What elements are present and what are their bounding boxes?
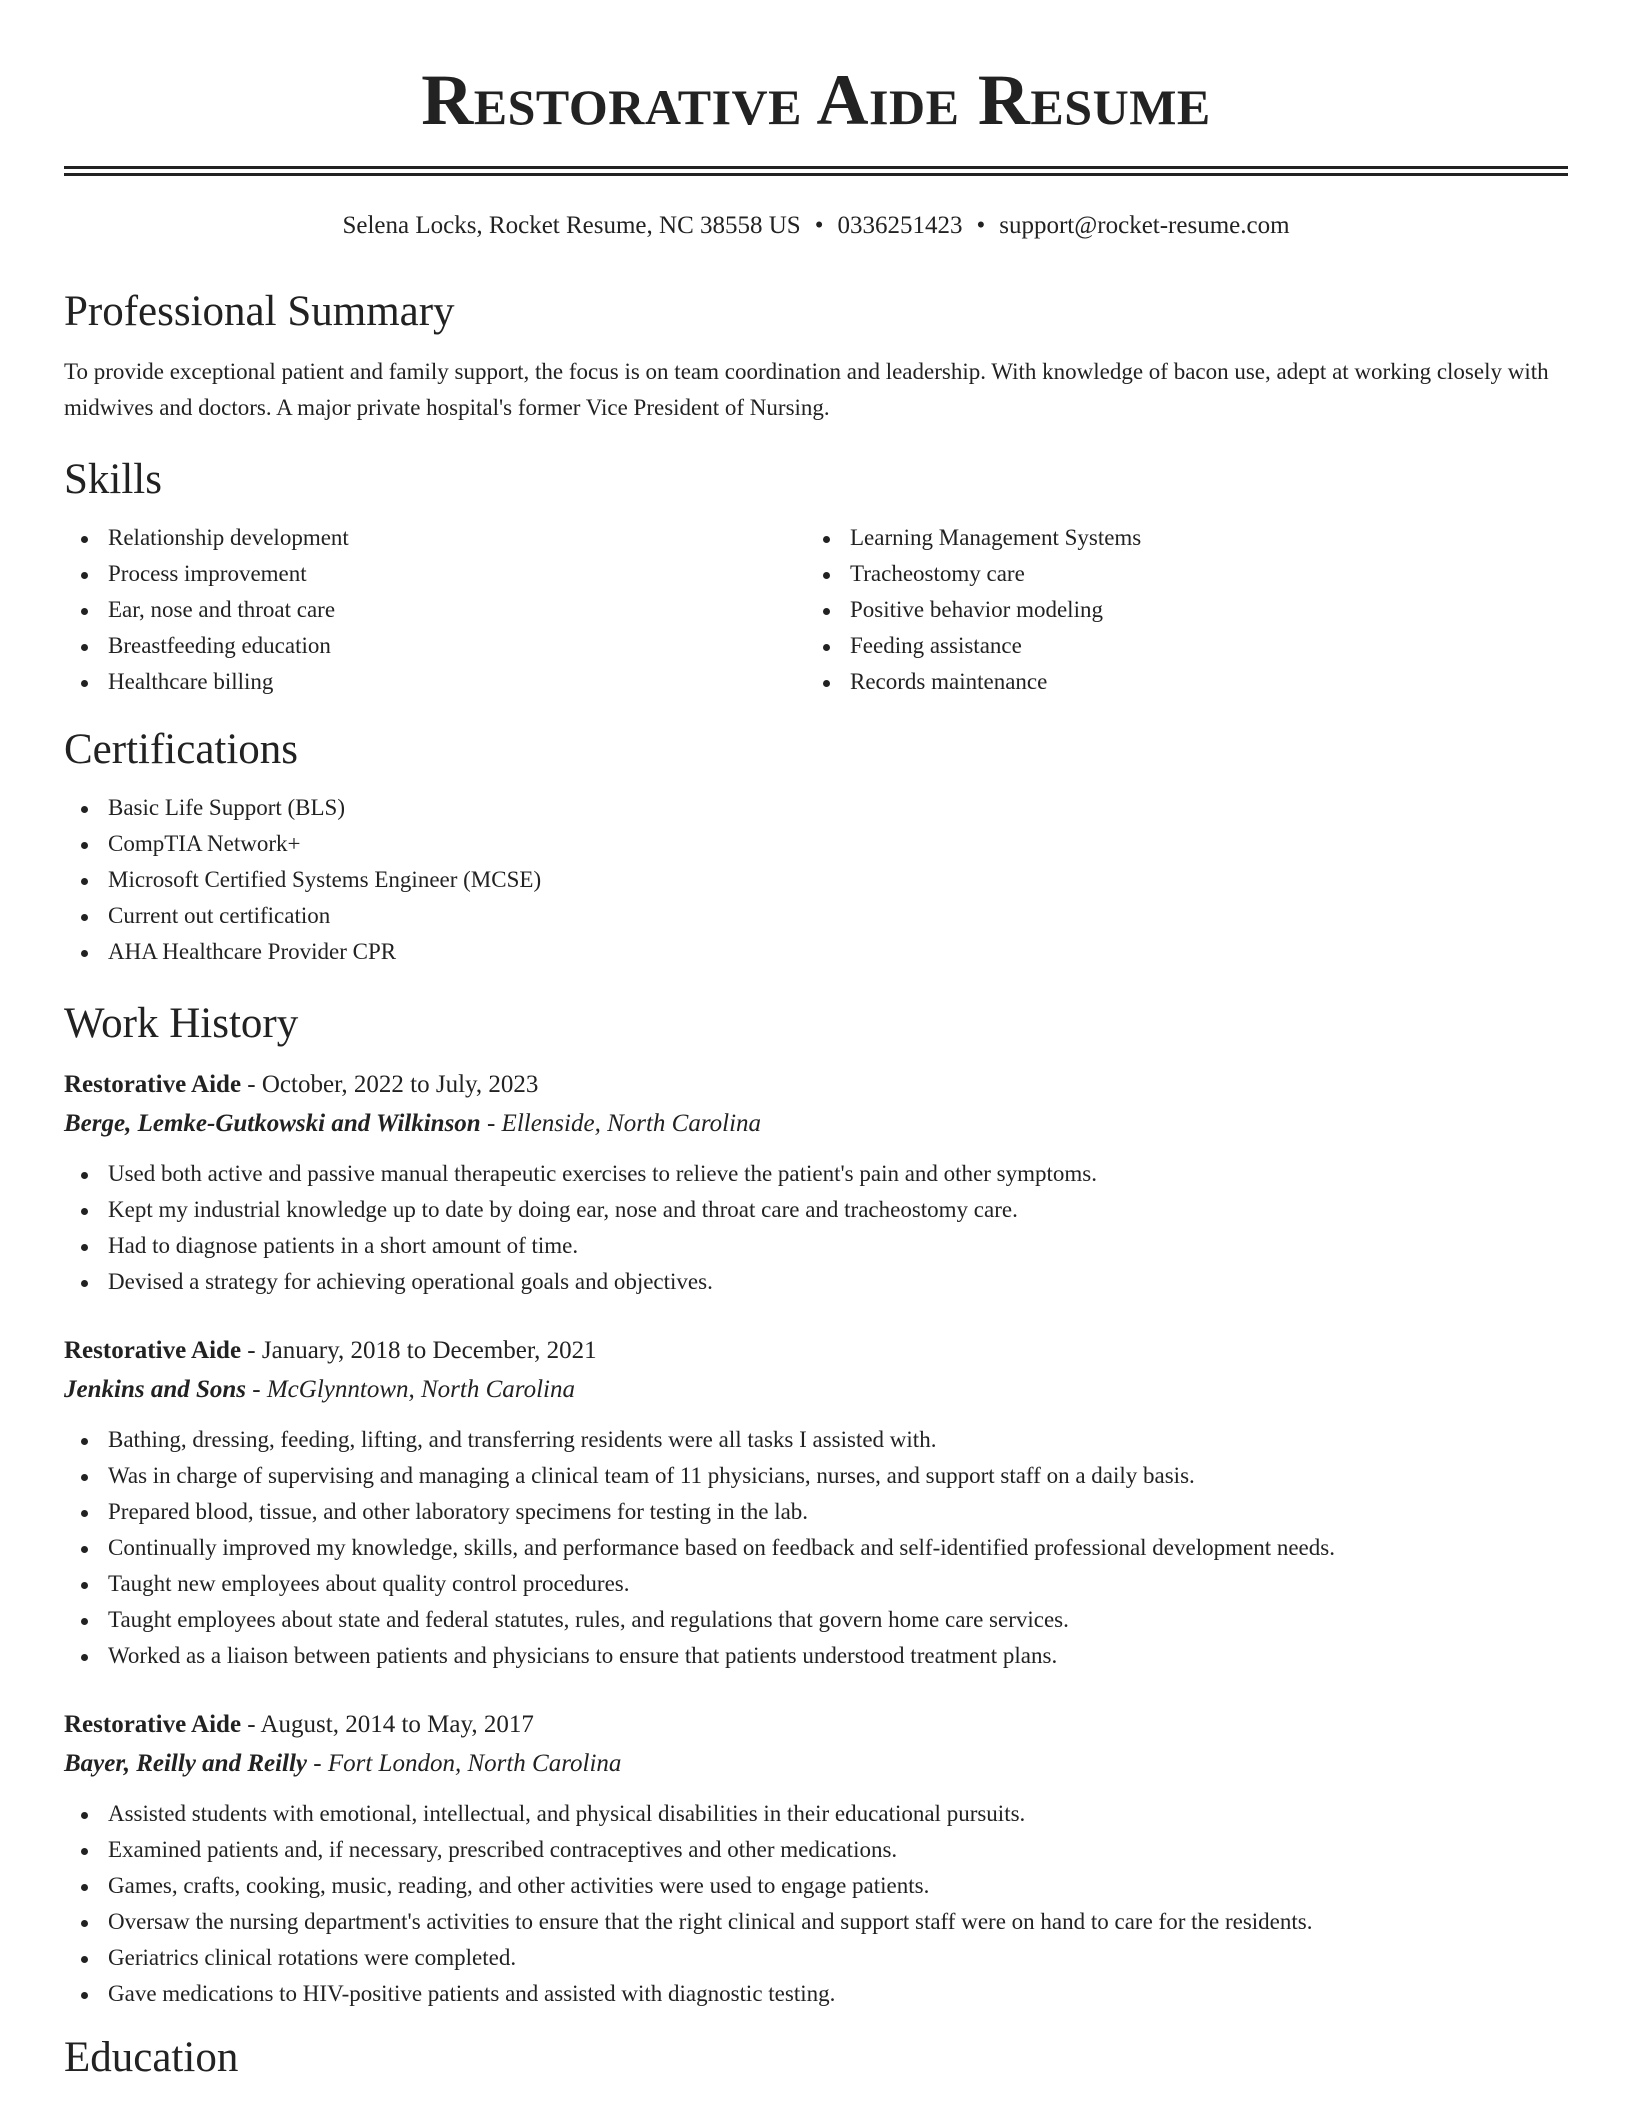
certification-item: Current out certification: [64, 898, 1568, 934]
job-duty: Geriatrics clinical rotations were completed.: [64, 1940, 1568, 1976]
job-duty: Assisted students with emotional, intellectual, and physical disabilities in their educational pursuits.: [64, 1796, 1568, 1832]
summary-heading: Professional Summary: [64, 288, 455, 335]
skill-item: Positive behavior modeling: [806, 592, 1548, 628]
contact-email: support@rocket-resume.com: [999, 212, 1290, 239]
job-duty: Gave medications to HIV-positive patients and assisted with diagnostic testing.: [64, 1976, 1568, 2012]
job-title-line: [64, 1332, 1568, 1370]
work-history-heading: Work History: [64, 1000, 299, 1047]
summary-section: [64, 286, 1568, 426]
job-entry: [64, 1706, 1568, 2012]
skills-heading: Skills: [64, 456, 162, 503]
skill-item: Healthcare billing: [64, 664, 806, 700]
job-duty: Devised a strategy for achieving operational goals and objectives.: [64, 1264, 1568, 1300]
job-duties-list: [64, 1422, 1568, 1674]
summary-text: To provide exceptional patient and family support, the focus is on team coordination and leadership. With knowledge of bacon use, adept at working closely with midwives and doctors. A major private hospital's former Vice President of Nursing.: [64, 359, 1549, 420]
job-title-line: [64, 1066, 1568, 1104]
job-duty: Bathing, dressing, feeding, lifting, and transferring residents were all tasks I assisted with.: [64, 1422, 1568, 1458]
certification-item: Basic Life Support (BLS): [64, 790, 1568, 826]
contact-separator: •: [814, 212, 824, 239]
job-entry: [64, 1332, 1568, 1674]
job-title: Restorative Aide: [64, 1071, 242, 1098]
job-duty: Games, crafts, cooking, music, reading, and other activities were used to engage patients.: [64, 1868, 1568, 1904]
certifications-heading: Certifications: [64, 726, 299, 773]
resume-page: [64, 0, 1568, 2084]
contact-separator: •: [976, 212, 986, 239]
skill-item: Breastfeeding education: [64, 628, 806, 664]
contact-phone: 0336251423: [837, 212, 963, 239]
job-company-line: [64, 1104, 1568, 1144]
job-location: - McGlynntown, North Carolina: [246, 1376, 575, 1403]
job-title: Restorative Aide: [64, 1711, 242, 1738]
job-duties-list: [64, 1796, 1568, 2012]
certifications-section: [64, 724, 1568, 970]
job-company-line: [64, 1370, 1568, 1410]
job-dates: - January, 2018 to December, 2021: [241, 1337, 597, 1364]
job-duty: Examined patients and, if necessary, prescribed contraceptives and other medications.: [64, 1832, 1568, 1868]
contact-address: Selena Locks, Rocket Resume, NC 38558 US: [342, 212, 801, 239]
skills-columns: [64, 520, 1568, 700]
job-duty: Continually improved my knowledge, skills, and performance based on feedback and self-identified professional development needs.: [64, 1530, 1568, 1566]
job-duty: Used both active and passive manual therapeutic exercises to relieve the patient's pain and other symptoms.: [64, 1156, 1568, 1192]
job-company: Jenkins and Sons: [64, 1376, 247, 1403]
job-duty: Prepared blood, tissue, and other laboratory specimens for testing in the lab.: [64, 1494, 1568, 1530]
skill-item: Relationship development: [64, 520, 806, 556]
skills-section: [64, 454, 1568, 700]
skill-item: Ear, nose and throat care: [64, 592, 806, 628]
certification-item: Microsoft Certified Systems Engineer (MCSE): [64, 862, 1568, 898]
education-section: [64, 2032, 1568, 2084]
job-company-line: [64, 1744, 1568, 1784]
job-dates: - August, 2014 to May, 2017: [241, 1711, 534, 1738]
job-company: Bayer, Reilly and Reilly: [64, 1750, 308, 1777]
skill-item: Feeding assistance: [806, 628, 1548, 664]
skill-item: Tracheostomy care: [806, 556, 1548, 592]
job-duty: Taught employees about state and federal statutes, rules, and regulations that govern home care services.: [64, 1602, 1568, 1638]
skill-item: Learning Management Systems: [806, 520, 1548, 556]
job-location: - Fort London, North Carolina: [307, 1750, 622, 1777]
job-duty: Was in charge of supervising and managing a clinical team of 11 physicians, nurses, and support staff on a daily basis.: [64, 1458, 1568, 1494]
certifications-list: [64, 790, 1568, 970]
education-heading: Education: [64, 2034, 239, 2081]
job-duties-list: [64, 1156, 1568, 1300]
job-dates: - October, 2022 to July, 2023: [241, 1071, 539, 1098]
job-duty: Kept my industrial knowledge up to date by doing ear, nose and throat care and tracheostomy care.: [64, 1192, 1568, 1228]
certification-item: CompTIA Network+: [64, 826, 1568, 862]
job-duty: Taught new employees about quality control procedures.: [64, 1566, 1568, 1602]
title-divider: [64, 166, 1568, 176]
skills-list-left: [64, 520, 806, 700]
skill-item: Process improvement: [64, 556, 806, 592]
job-title: Restorative Aide: [64, 1337, 242, 1364]
job-duty: Had to diagnose patients in a short amount of time.: [64, 1228, 1568, 1264]
contact-line: [64, 210, 1568, 242]
skills-list-right: [806, 520, 1548, 700]
job-company: Berge, Lemke-Gutkowski and Wilkinson: [64, 1110, 481, 1137]
job-title-line: [64, 1706, 1568, 1744]
skill-item: Records maintenance: [806, 664, 1548, 700]
job-duty: Oversaw the nursing department's activities to ensure that the right clinical and support staff were on hand to care for the residents.: [64, 1904, 1568, 1940]
work-history-section: [64, 998, 1568, 2012]
job-entry: [64, 1066, 1568, 1300]
resume-title: Restorative Aide Resume: [421, 60, 1211, 140]
job-duty: Worked as a liaison between patients and physicians to ensure that patients understood treatment plans.: [64, 1638, 1568, 1674]
job-location: - Ellenside, North Carolina: [480, 1110, 762, 1137]
certification-item: AHA Healthcare Provider CPR: [64, 934, 1568, 970]
